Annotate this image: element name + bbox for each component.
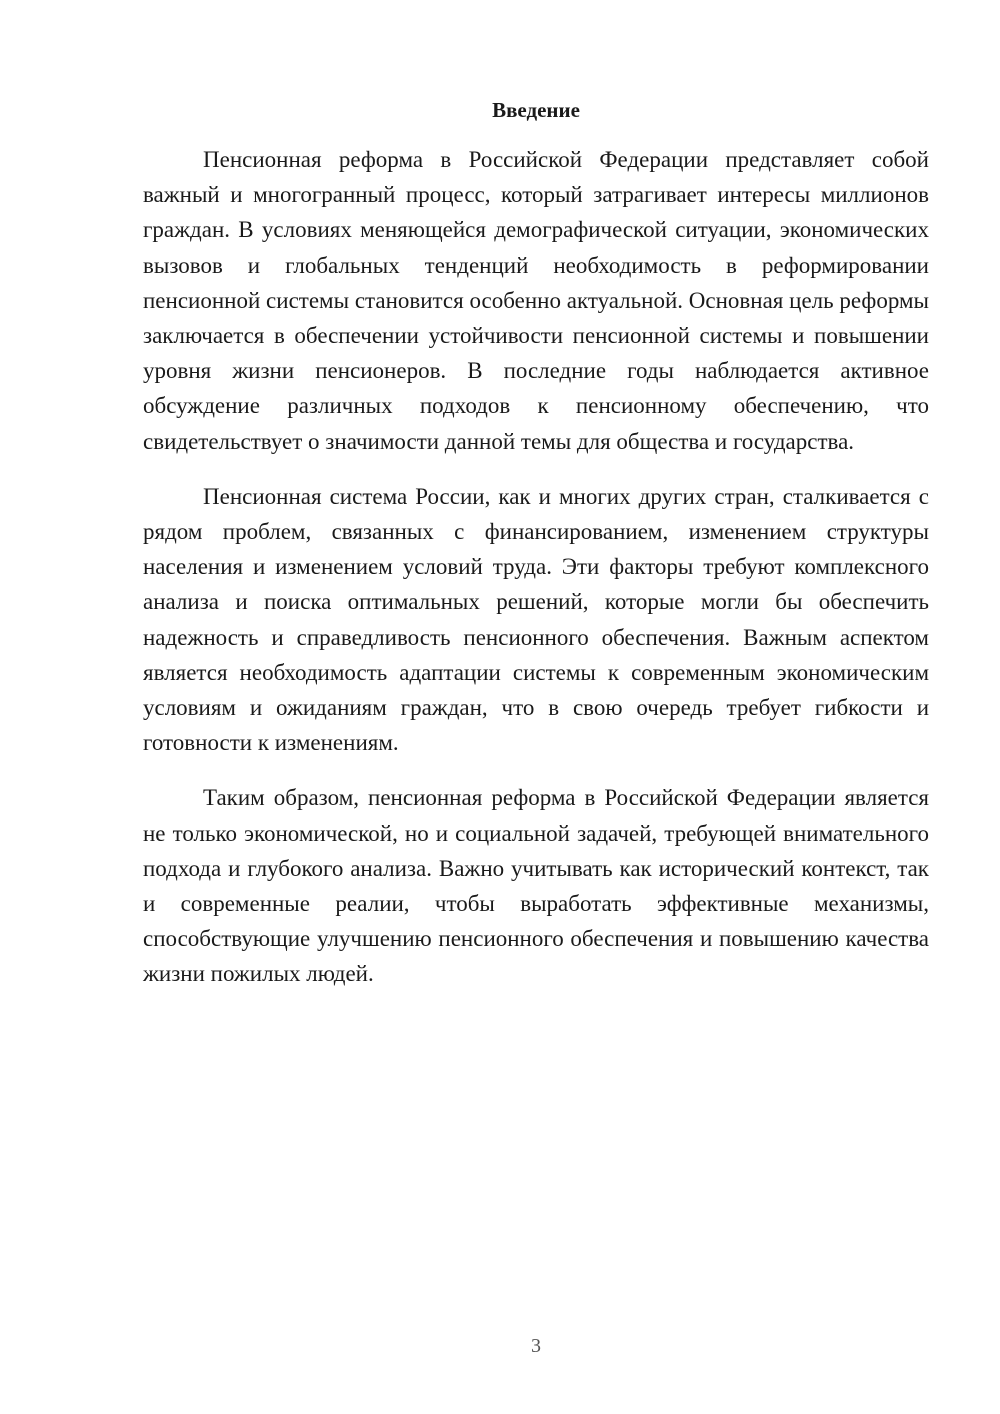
- paragraph-1: Пенсионная реформа в Российской Федерации представляет собой важный и многогранный процесс, который затрагивает интересы миллионов граждан. В условиях меняющейся демографической ситуации, экономических вызовов и глобальных тенденций необходимость в реформировании пенсионной системы становится особенно актуальной. Основная цель реформы заключается в обеспечении устойчивости пенсионной системы и повышении уровня жизни пенсионеров. В последние годы наблюдается активное обсуждение различных подходов к пенсионному обеспечению, что свидетельствует о значимости данной темы для общества и государства.: [143, 147, 929, 454]
- page-number: 3: [531, 1335, 541, 1357]
- document-body: [143, 96, 929, 1012]
- section-heading: Введение: [492, 98, 580, 122]
- paragraph-2: Пенсионная система России, как и многих других стран, сталкивается с рядом проблем, связанных с финансированием, изменением структуры населения и изменением условий труда. Эти факторы требуют комплексного анализа и поиска оптимальных решений, которые могли бы обеспечить надежность и справедливость пенсионного обеспечения. Важным аспектом является необходимость адаптации системы к современным экономическим условиям и ожиданиям граждан, что в свою очередь требует гибкости и готовности к изменениям.: [143, 483, 929, 756]
- paragraph-3: Таким образом, пенсионная реформа в Российской Федерации является не только экономической, но и социальной задачей, требующей внимательного подхода и глубокого анализа. Важно учитывать как исторический контекст, так и современные реалии, чтобы выработать эффективные механизмы, способствующие улучшению пенсионного обеспечения и повышению качества жизни пожилых людей.: [143, 785, 929, 987]
